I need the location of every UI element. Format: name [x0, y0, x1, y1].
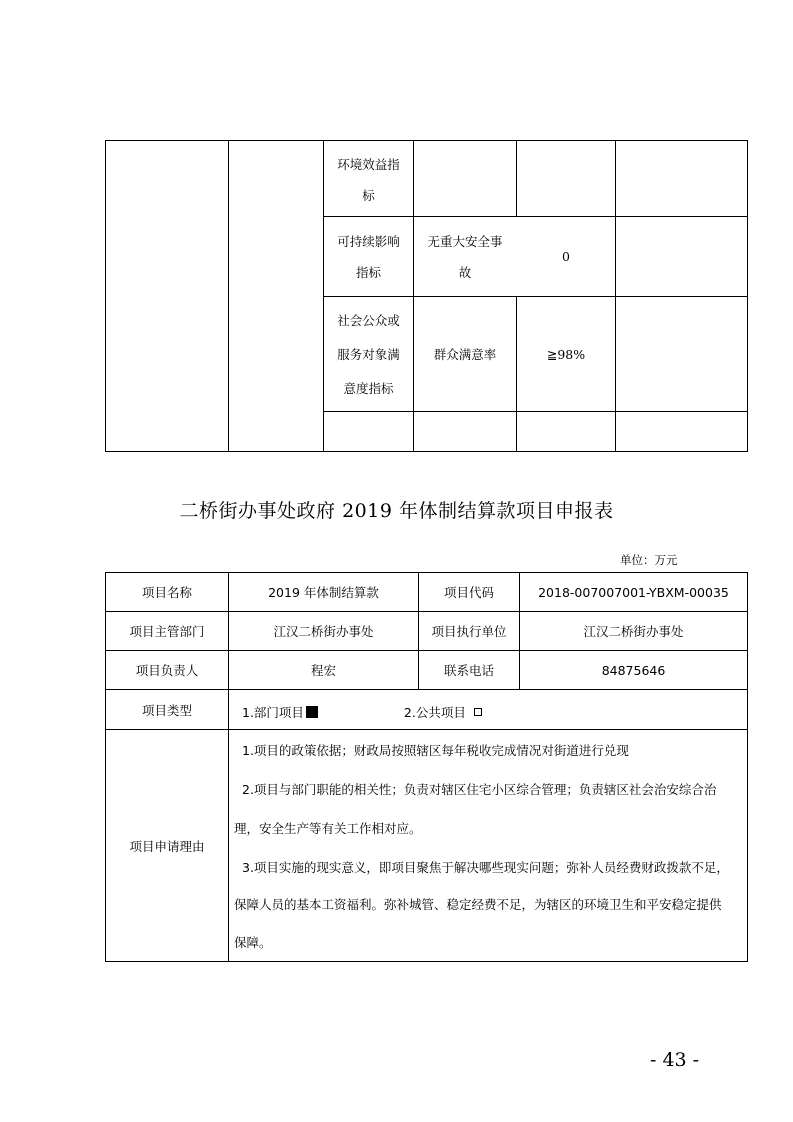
unchecked-box-icon[interactable]	[474, 708, 482, 716]
page-number: - 43 -	[650, 1049, 700, 1071]
reason-line-5: 保障人员的基本工资福利。弥补城管、稳定经费不足，为辖区的环境卫生和平安稳定提供	[234, 897, 722, 912]
project-name-label: 项目名称	[141, 585, 192, 600]
manager-value: 程宏	[310, 663, 336, 678]
indicator-public-satisfaction: 社会公众或 服务对象满 意度指标	[337, 313, 400, 396]
reason-line-6: 保障。	[234, 935, 272, 950]
content-satisfaction-rate: 群众满意率	[433, 347, 497, 362]
reason-line-4: 3.项目实施的现实意义，即项目聚焦于解决哪些现实问题；弥补人员经费财政拨款不足，	[242, 860, 729, 875]
project-code-value: 2018-007007001-YBXM-00035	[538, 584, 729, 600]
dept-value: 江汉二桥街办事处	[273, 624, 374, 639]
reason-line-3: 理，安全生产等有关工作相对应。	[234, 821, 422, 836]
reason-line-1: 1.项目的政策依据；财政局按照辖区每年税收完成情况对街道进行兑现	[242, 743, 629, 758]
value-satisfaction-rate: ≧98%	[546, 346, 586, 362]
type-label: 项目类型	[141, 702, 192, 718]
indicator-env-benefit: 环境效益指 标	[337, 157, 400, 203]
type-options	[242, 703, 482, 721]
value-accident-count: 0	[562, 249, 570, 264]
indicator-sustainable-impact: 可持续影响 指标	[337, 233, 400, 281]
dept-label: 项目主管部门	[129, 624, 205, 639]
form-title: 二桥街办事处政府 2019 年体制结算款项目申报表	[179, 500, 614, 522]
checked-box-icon[interactable]	[306, 706, 318, 718]
project-name-value: 2019 年体制结算款	[268, 585, 379, 600]
phone-label: 联系电话	[443, 663, 494, 678]
type-option-public-label: 2.公共项目	[403, 705, 466, 720]
unit-label: 单位：万元	[620, 553, 678, 567]
content-no-major-accident: 无重大安全事 故	[427, 233, 503, 281]
type-option-dept-label: 1.部门项目	[242, 705, 304, 720]
project-code-label: 项目代码	[443, 585, 494, 600]
reason-line-2: 2.项目与部门职能的相关性；负责对辖区住宅小区综合管理；负责辖区社会治安综合治	[242, 782, 717, 797]
reason-label: 项目申请理由	[129, 838, 205, 854]
manager-label: 项目负责人	[135, 663, 199, 678]
exec-unit-label: 项目执行单位	[431, 624, 507, 639]
exec-unit-value: 江汉二桥街办事处	[583, 624, 684, 639]
phone-value: 84875646	[601, 662, 666, 678]
